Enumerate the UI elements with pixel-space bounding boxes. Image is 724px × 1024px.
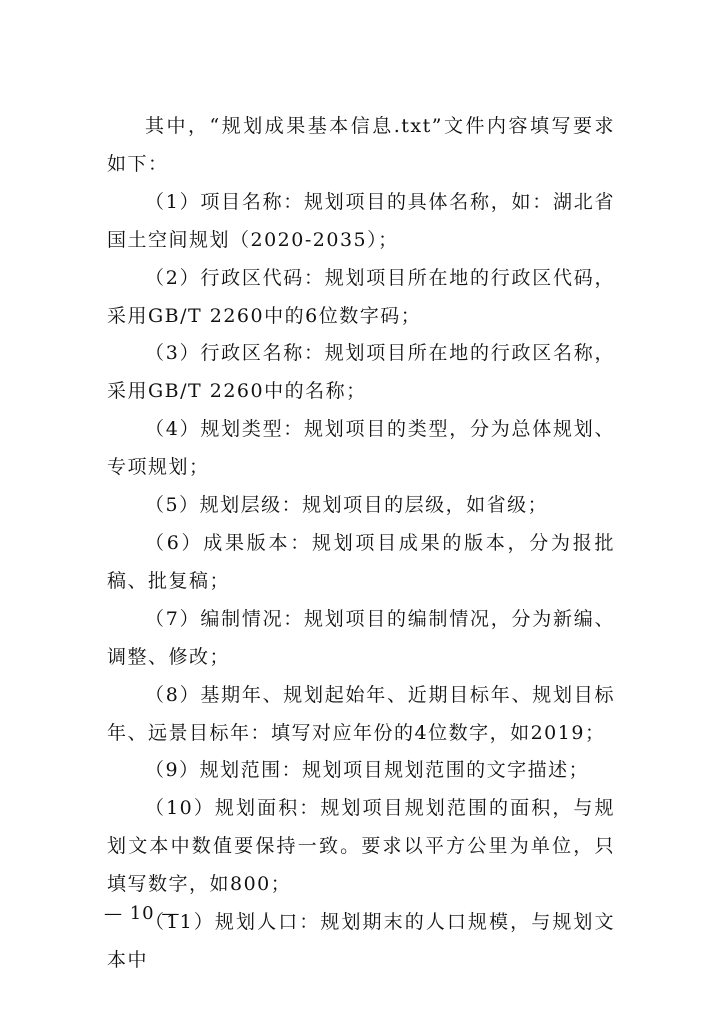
paragraph-item-6: （6）成果版本：规划项目成果的版本，分为报批稿、批复稿； [107,531,615,592]
paragraph-item-7: （7）编制情况：规划项目的编制情况，分为新编、调整、修改； [107,607,615,668]
body-text [107,108,615,980]
paragraph-intro: 其中，“规划成果基本信息.txt”文件内容填写要求如下： [107,115,615,175]
paragraph-item-11: （11）规划人口：规划期末的人口规模，与规划文本中 [107,911,615,971]
paragraph-item-8: （8）基期年、规划起始年、近期目标年、规划目标年、远景目标年：填写对应年份的4位数字，如2019； [107,683,615,744]
paragraph-item-9: （9）规划范围：规划项目规划范围的文字描述； [145,759,590,782]
paragraph-item-4: （4）规划类型：规划项目的类型，分为总体规划、专项规划； [107,418,615,479]
paragraph-item-1: （1）项目名称：规划项目的具体名称，如：湖北省国土空间规划（2020-2035）； [107,190,615,251]
paragraph-item-5: （5）规划层级：规划项目的层级，如省级； [145,494,549,517]
page-number: — 10 — [104,903,181,924]
paragraph-item-10: （10）规划面积：规划项目规划范围的面积，与规划文本中数值要保持一致。要求以平方公里为单位，只填写数字，如800； [107,797,615,896]
paragraph-item-2: （2）行政区代码：规划项目所在地的行政区代码，采用GB/T 2260中的6位数字码； [107,266,615,327]
paragraph-item-3: （3）行政区名称：规划项目所在地的行政区名称，采用GB/T 2260中的名称； [107,342,615,403]
